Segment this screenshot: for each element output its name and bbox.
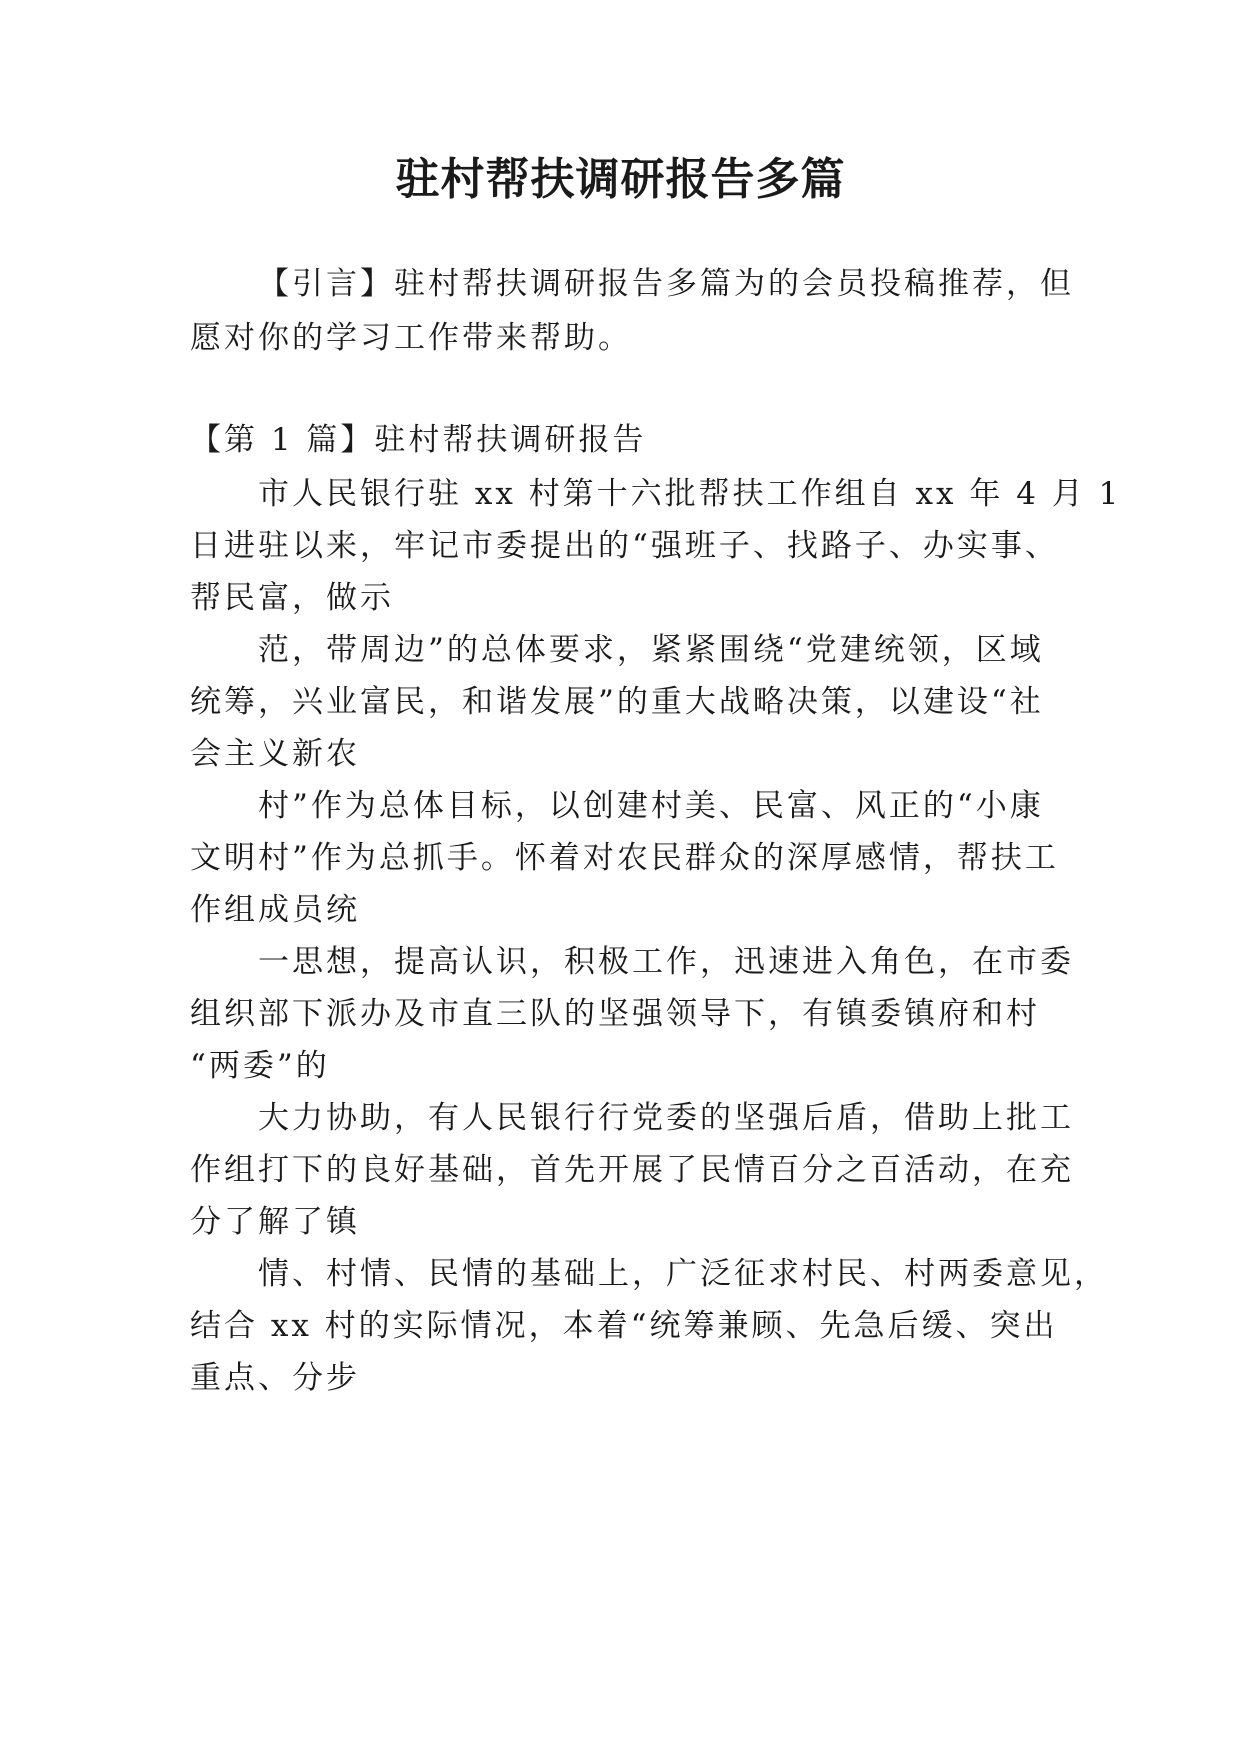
body-line: 作组打下的良好基础，首先开展了民情百分之百活动，在充	[190, 1152, 1074, 1188]
body-line: 分了解了镇	[190, 1204, 360, 1240]
body-line: 日进驻以来，牢记市委提出的“强班子、找路子、办实事、	[190, 528, 1059, 564]
body-line: 市人民银行驻 xx 村第十六批帮扶工作组自 xx 年 4 月 1	[258, 476, 1122, 512]
body-line: 大力协助，有人民银行行党委的坚强后盾，借助上批工	[258, 1100, 1074, 1136]
intro-line-1: 【引言】驻村帮扶调研报告多篇为的会员投稿推荐，但	[258, 266, 1074, 302]
document-title: 驻村帮扶调研报告多篇	[395, 154, 846, 205]
body-line: “两委”的	[190, 1048, 330, 1084]
body-line: 作组成员统	[190, 892, 360, 928]
body-line: 范，带周边”的总体要求，紧紧围绕“党建统领，区域	[258, 632, 1044, 668]
body-line: 会主义新农	[190, 736, 360, 772]
body-line: 一思想，提高认识，积极工作，迅速进入角色，在市委	[258, 944, 1074, 980]
body-line: 村”作为总体目标，以创建村美、民富、风正的“小康	[258, 788, 1044, 824]
body-line: 文明村”作为总抓手。怀着对农民群众的深厚感情，帮扶工	[190, 840, 1059, 876]
body-line: 组织部下派办及市直三队的坚强领导下，有镇委镇府和村	[190, 996, 1040, 1032]
body-line: 情、村情、民情的基础上，广泛征求村民、村两委意见，	[258, 1256, 1108, 1292]
body-line: 结合 xx 村的实际情况，本着“统筹兼顾、先急后缓、突出	[190, 1308, 1058, 1344]
body-line: 帮民富，做示	[190, 580, 394, 616]
body-line: 重点、分步	[190, 1360, 360, 1396]
section-heading: 【第 1 篇】驻村帮扶调研报告	[190, 422, 647, 458]
body-line: 统筹，兴业富民，和谐发展”的重大战略决策，以建设“社	[190, 684, 1044, 720]
intro-line-2: 愿对你的学习工作带来帮助。	[190, 320, 632, 356]
